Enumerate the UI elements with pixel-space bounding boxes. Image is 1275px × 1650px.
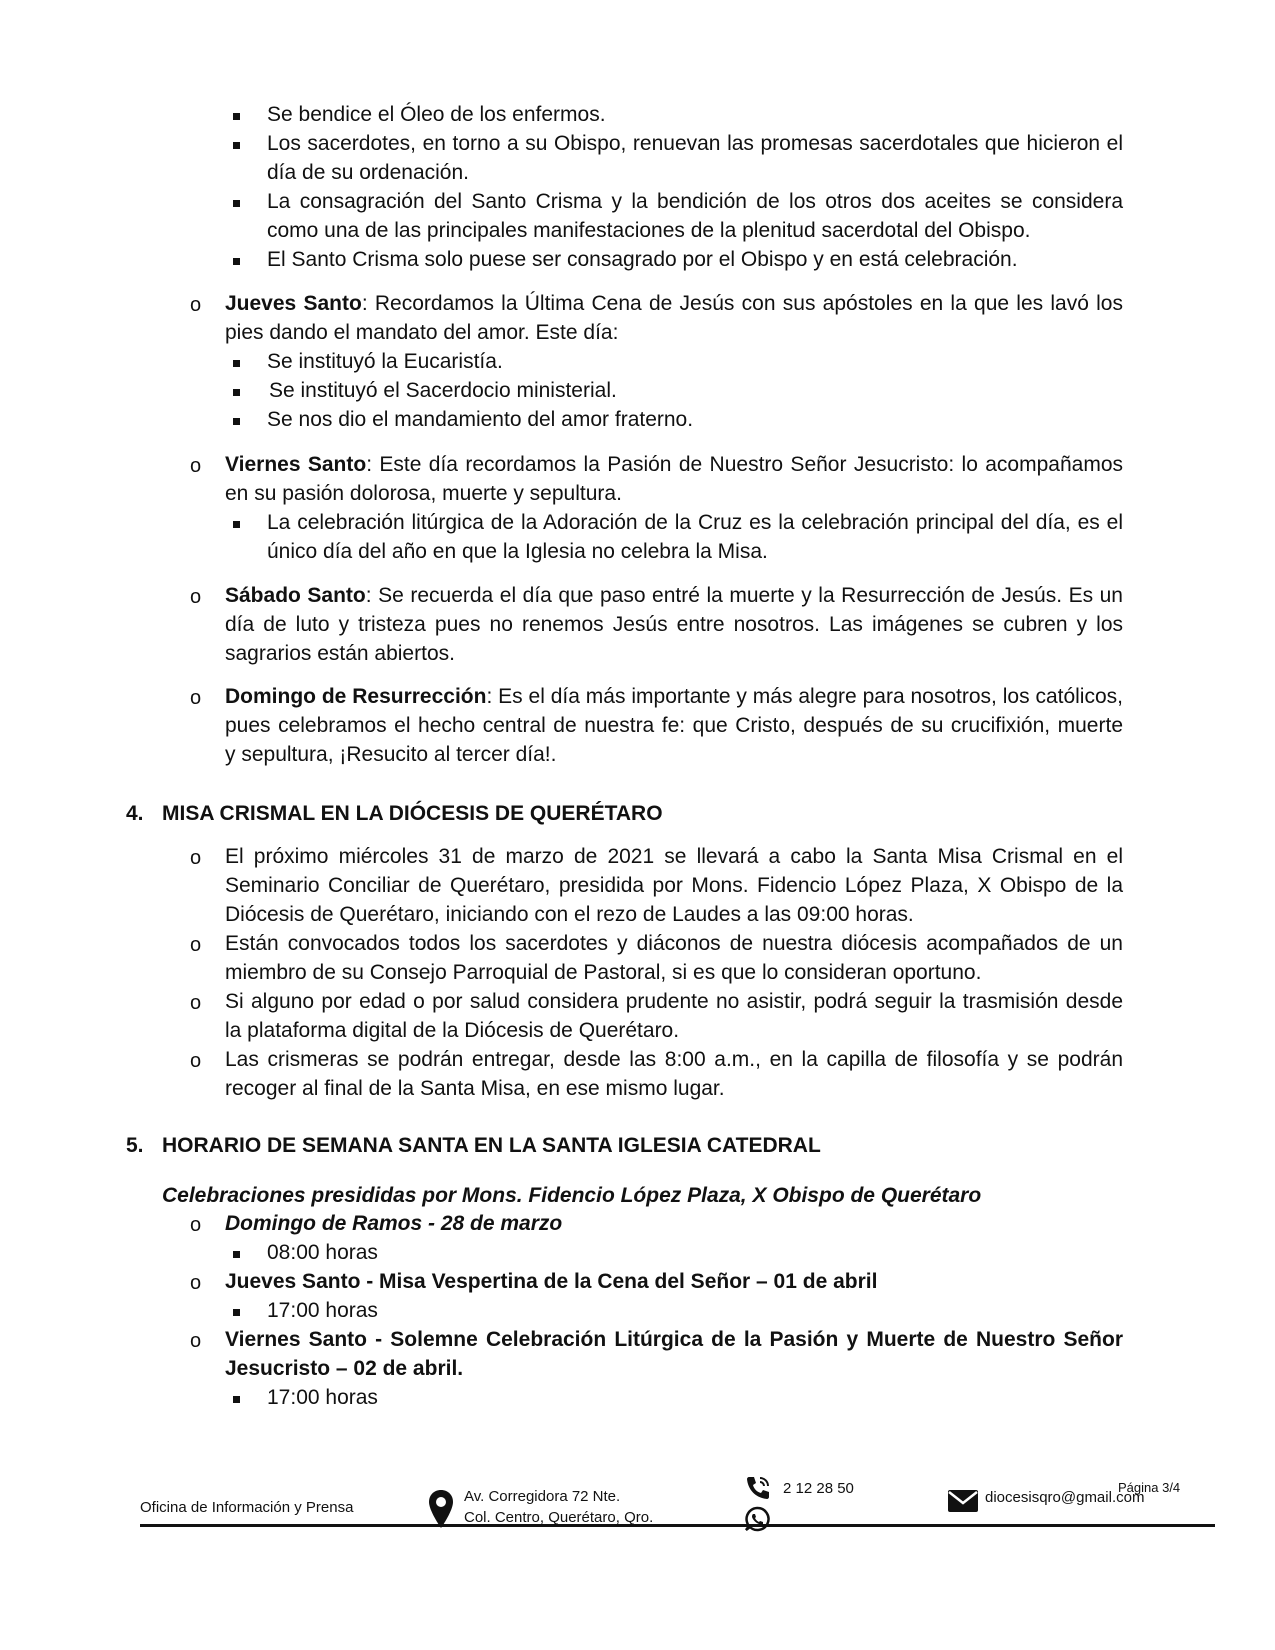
paragraph-viernes	[225, 450, 1123, 480]
list-item-continuation: día de su ordenación.	[267, 161, 469, 184]
list-item: Se bendice el Óleo de los enfermos.	[267, 103, 606, 126]
footer-office: Oficina de Información y Prensa	[140, 1499, 354, 1516]
location-pin-icon	[428, 1489, 454, 1529]
viernes-text: : Este día recordamos la Pasión de Nuestro Señor Jesucristo: lo acompañamos	[366, 453, 1123, 476]
circle-marker: o	[190, 586, 202, 608]
footer-address-line1: Av. Corregidora 72 Nte.	[464, 1488, 621, 1505]
section-heading: MISA CRISMAL EN LA DIÓCESIS DE QUERÉTARO	[162, 802, 663, 825]
paragraph-domingo	[225, 682, 1123, 712]
bullet-marker	[233, 113, 240, 120]
domingo-title: Domingo de Resurrección	[225, 685, 487, 708]
whatsapp-icon	[744, 1506, 770, 1532]
bullet-marker	[233, 521, 240, 528]
schedule-subtitle: Celebraciones presididas por Mons. Fidencio López Plaza, X Obispo de Querétaro	[162, 1184, 982, 1207]
list-item: Los sacerdotes, en torno a su Obispo, renuevan las promesas sacerdotales que hicieron el	[267, 132, 1123, 155]
bullet-marker	[233, 360, 240, 367]
circle-marker: o	[190, 1214, 202, 1236]
list-item: Se nos dio el mandamiento del amor fraterno.	[267, 408, 694, 431]
schedule-time: 17:00 horas	[267, 1299, 378, 1322]
paragraph: El próximo miércoles 31 de marzo de 2021 se llevará a cabo la Santa Misa Crismal en el	[225, 845, 1123, 868]
section-number: 4.	[126, 802, 144, 825]
phone-icon	[744, 1475, 772, 1501]
paragraph-continuation: sagrarios están abiertos.	[225, 642, 455, 665]
schedule-event-continuation: Jesucristo – 02 de abril.	[225, 1357, 464, 1380]
circle-marker: o	[190, 294, 202, 316]
paragraph-continuation: y sepultura, ¡Resucito al tercer día!.	[225, 743, 557, 766]
bullet-marker	[233, 142, 240, 149]
schedule-event: Jueves Santo - Misa Vespertina de la Cena del Señor – 01 de abril	[225, 1270, 878, 1293]
paragraph-jueves	[225, 289, 1123, 319]
footer-address-line2: Col. Centro, Querétaro, Qro.	[464, 1509, 654, 1526]
circle-marker: o	[190, 1272, 202, 1294]
paragraph-continuation: día de luto y tristeza pues no renemos Jesús entre nosotros. Las imágenes se cubren y los	[225, 613, 1123, 636]
paragraph-continuation: recoger al final de la Santa Misa, en ese mismo lugar.	[225, 1077, 725, 1100]
bullet-marker	[233, 258, 240, 265]
circle-marker: o	[190, 687, 202, 709]
footer-divider	[140, 1524, 1215, 1527]
paragraph-continuation: miembro de su Consejo Parroquial de Pastoral, si es que lo consideran oportuno.	[225, 961, 982, 984]
paragraph-continuation: pues celebramos el hecho central de nuestra fe: que Cristo, después de su crucifixión, muerte	[225, 714, 1123, 737]
list-item: La consagración del Santo Crisma y la bendición de los otros dos aceites se considera	[267, 190, 1123, 213]
list-item: Se instituyó la Eucaristía.	[267, 350, 503, 373]
circle-marker: o	[190, 455, 202, 477]
paragraph: Las crismeras se podrán entregar, desde las 8:00 a.m., en la capilla de filosofía y se podrán	[225, 1048, 1123, 1071]
bullet-marker	[233, 200, 240, 207]
schedule-event: Domingo de Ramos - 28 de marzo	[225, 1212, 563, 1235]
paragraph-continuation: en su pasión dolorosa, muerte y sepultura.	[225, 482, 622, 505]
email-icon	[947, 1489, 979, 1513]
list-item: La celebración litúrgica de la Adoración de la Cruz es la celebración principal del día, es el	[267, 511, 1123, 534]
schedule-time: 17:00 horas	[267, 1386, 378, 1409]
jueves-text: : Recordamos la Última Cena de Jesús con sus apóstoles en la que les lavó los	[361, 292, 1123, 315]
bullet-marker	[233, 389, 240, 396]
bullet-marker	[233, 1396, 240, 1403]
viernes-title: Viernes Santo	[225, 453, 367, 476]
sabado-text: : Se recuerda el día que paso entré la muerte y la Resurrección de Jesús. Es un	[365, 584, 1123, 607]
sabado-title: Sábado Santo	[225, 584, 366, 607]
list-item-continuation: como una de las principales manifestaciones de la plenitud sacerdotal del Obispo.	[267, 219, 1031, 242]
domingo-text: : Es el día más importante y más alegre para nosotros, los católicos,	[486, 685, 1123, 708]
section-number: 5.	[126, 1134, 144, 1157]
paragraph-continuation: Diócesis de Querétaro, iniciando con el rezo de Laudes a las 09:00 horas.	[225, 903, 914, 926]
circle-marker: o	[190, 992, 202, 1014]
bullet-marker	[233, 418, 240, 425]
jueves-title: Jueves Santo	[225, 292, 362, 315]
paragraph-continuation: la plataforma digital de la Diócesis de Querétaro.	[225, 1019, 680, 1042]
paragraph: Si alguno por edad o por salud considera prudente no asistir, podrá seguir la trasmisión desde	[225, 990, 1123, 1013]
list-item: El Santo Crisma solo puese ser consagrado por el Obispo y en está celebración.	[267, 248, 1018, 271]
bullet-marker	[233, 1309, 240, 1316]
section-heading: HORARIO DE SEMANA SANTA EN LA SANTA IGLESIA CATEDRAL	[162, 1134, 821, 1157]
page-number: Página 3/4	[1118, 1480, 1181, 1495]
circle-marker: o	[190, 934, 202, 956]
list-item: Se instituyó el Sacerdocio ministerial.	[269, 379, 617, 402]
circle-marker: o	[190, 1330, 202, 1352]
circle-marker: o	[190, 847, 202, 869]
footer-email: diocesisqro@gmail.com	[985, 1489, 1145, 1506]
paragraph-continuation: Seminario Conciliar de Querétaro, presidida por Mons. Fidencio López Plaza, X Obispo de la	[225, 874, 1123, 897]
bullet-marker	[233, 1251, 240, 1258]
footer-phone: 2 12 28 50	[783, 1480, 854, 1497]
paragraph: Están convocados todos los sacerdotes y diáconos de nuestra diócesis acompañados de un	[225, 932, 1123, 955]
schedule-event: Viernes Santo - Solemne Celebración Litúrgica de la Pasión y Muerte de Nuestro Señor	[225, 1328, 1123, 1351]
paragraph-sabado	[225, 581, 1123, 611]
schedule-time: 08:00 horas	[267, 1241, 378, 1264]
circle-marker: o	[190, 1050, 202, 1072]
paragraph-continuation: pies dando el mandato del amor. Este día:	[225, 321, 619, 344]
list-item-continuation: único día del año en que la Iglesia no celebra la Misa.	[267, 540, 768, 563]
